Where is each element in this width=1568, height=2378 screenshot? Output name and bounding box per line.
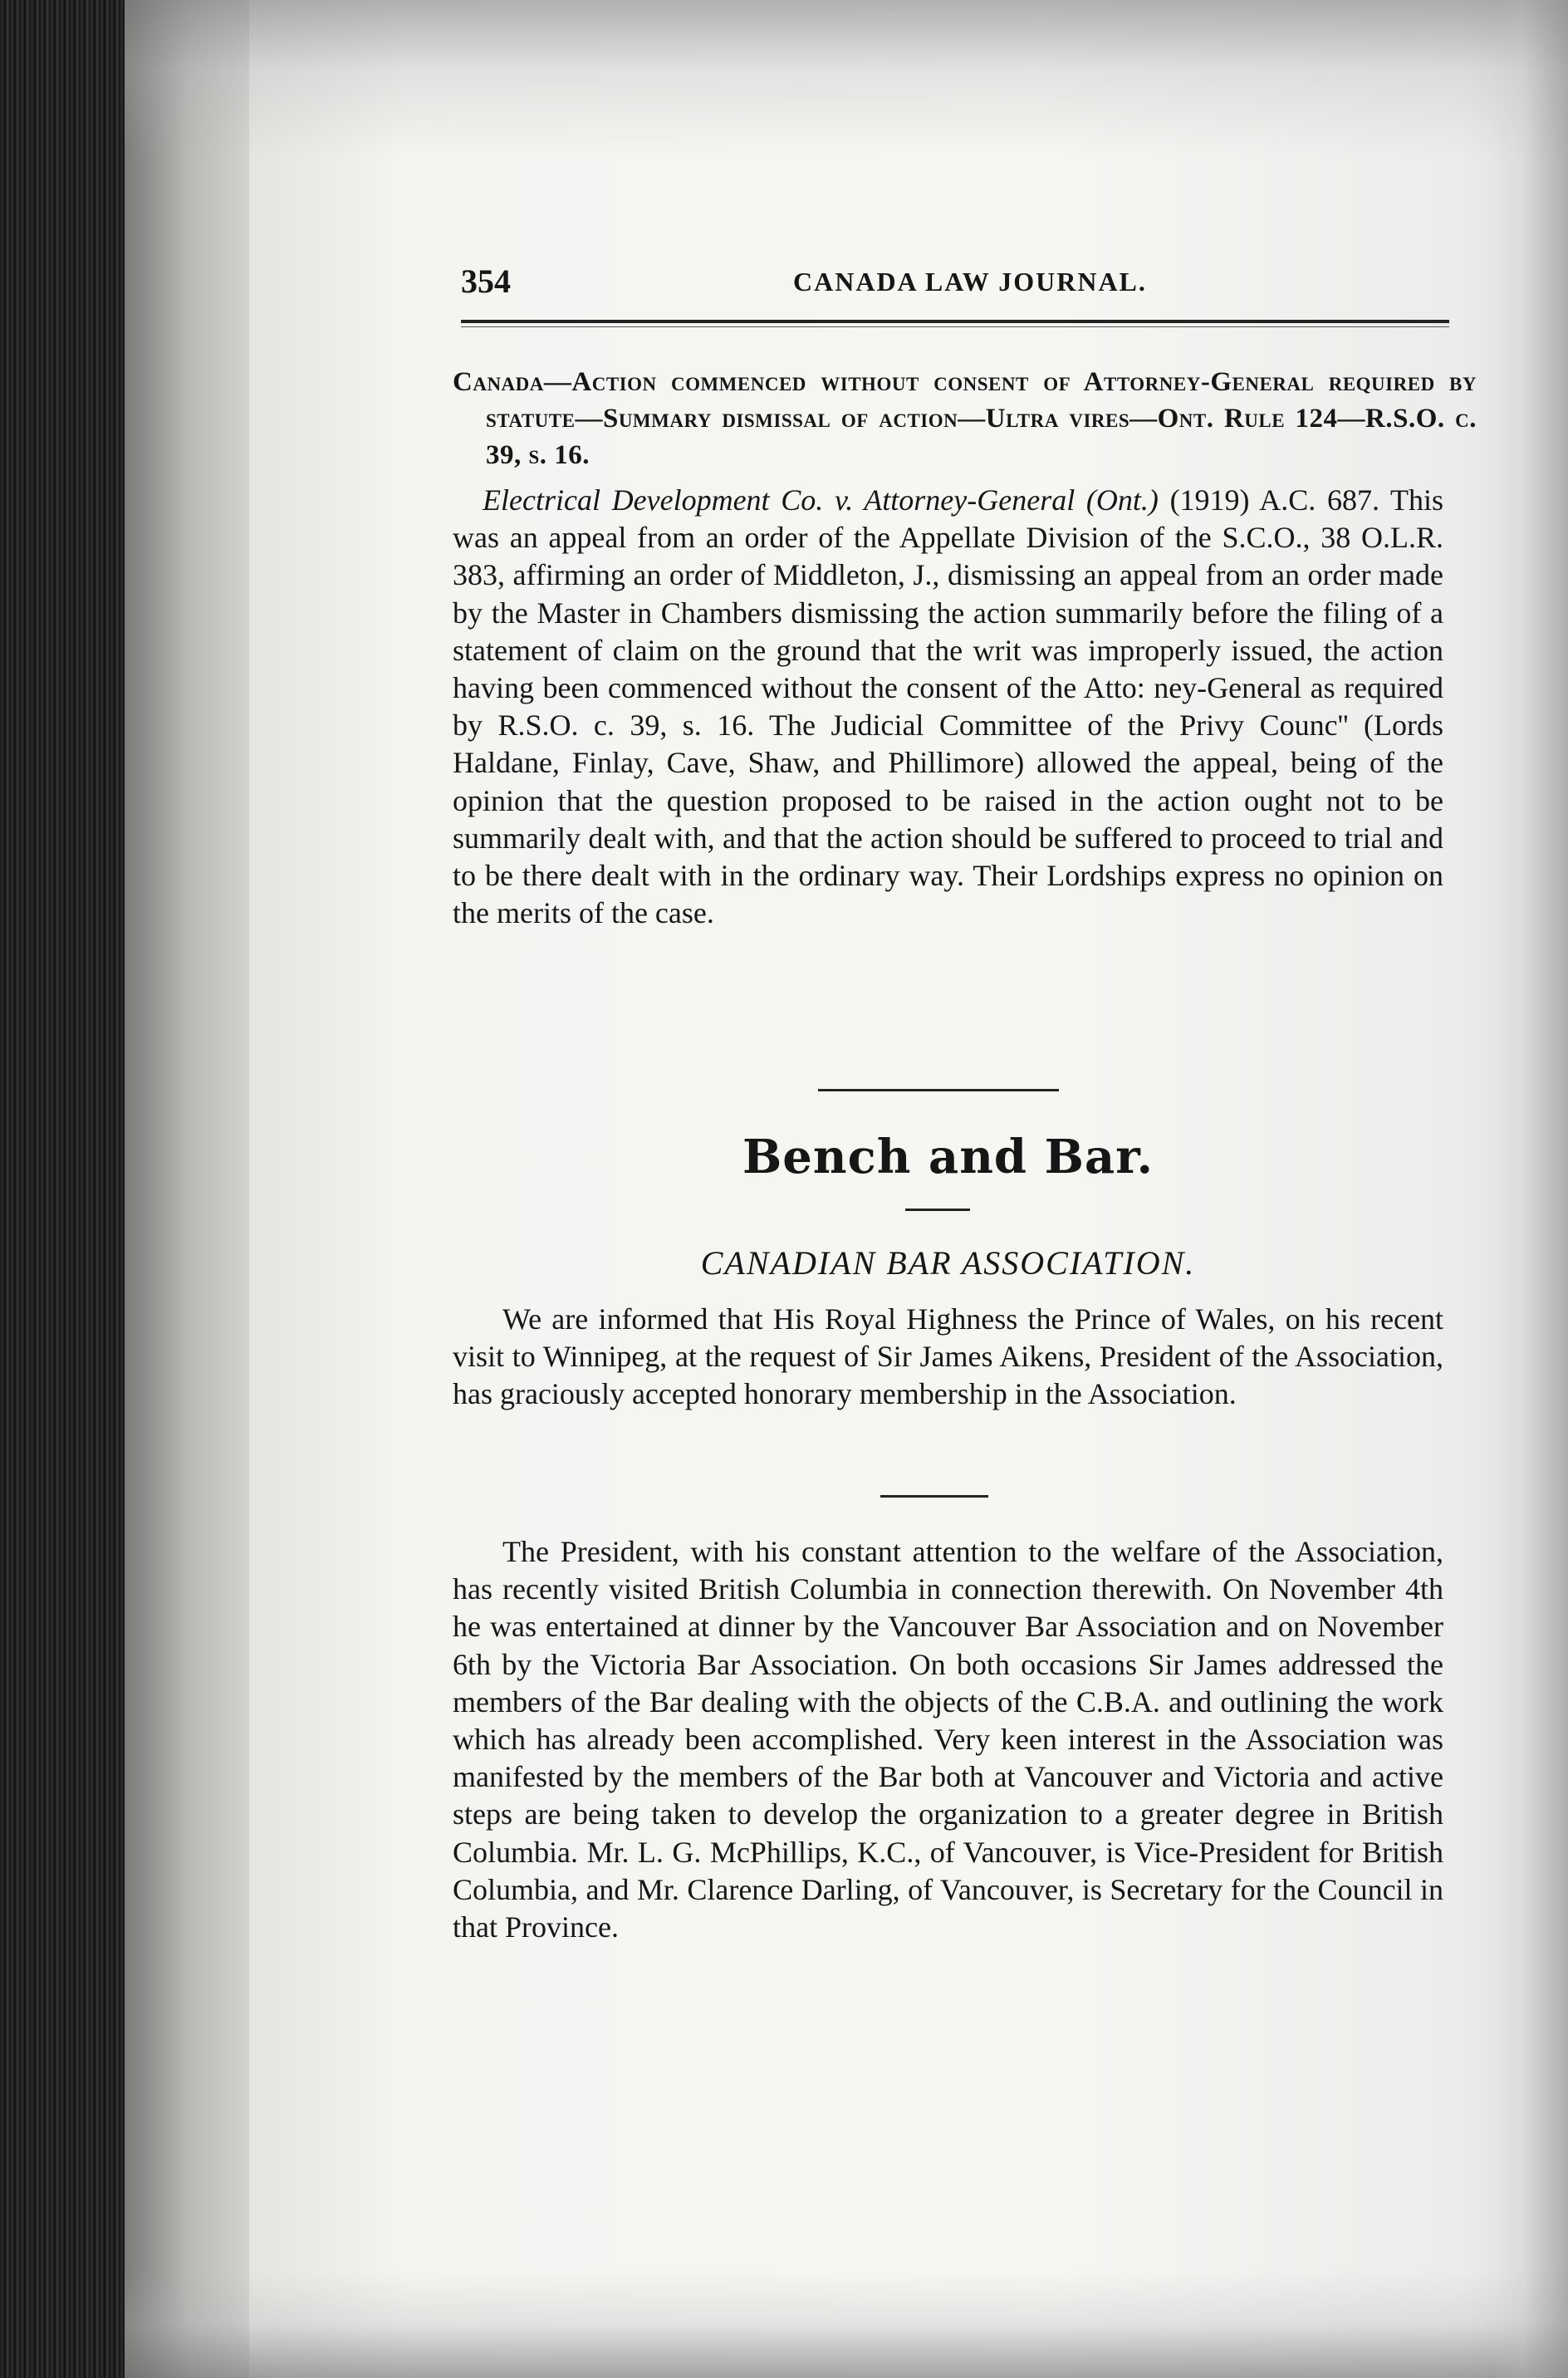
paragraph-divider bbox=[880, 1495, 988, 1498]
book-binding-edge bbox=[0, 0, 125, 2378]
scan-noise-bottom bbox=[125, 2270, 1568, 2378]
section-title: Bench and Bar. bbox=[742, 1130, 1154, 1184]
paragraph-prince-of-wales: We are informed that His Royal Highness the Prince of Wales, on his recent visit to Winnipeg, at the request of Sir James Aikens, President of the Association, has graciously accepted honorary membership in the Association. bbox=[453, 1302, 1443, 1411]
title-divider bbox=[905, 1209, 970, 1211]
running-head: CANADA LAW JOURNAL. bbox=[793, 267, 1147, 297]
subsection-title: CANADIAN BAR ASSOCIATION. bbox=[700, 1244, 1196, 1282]
scan-noise-top bbox=[125, 0, 1568, 158]
header-rule-thin bbox=[461, 326, 1449, 327]
case-name: Electrical Development Co. v. Attorney-General (Ont.) bbox=[483, 483, 1159, 517]
page-number: 354 bbox=[461, 262, 511, 300]
scan-noise-right bbox=[1493, 0, 1568, 2378]
section-divider bbox=[818, 1089, 1059, 1091]
page-header bbox=[461, 262, 1448, 311]
case-caption: Canada—Action commenced without consent of Attorney-General required by statute—Summary dismissal of action—Ultra vires—Ont. Rule 124—R.S.O. c. 39, s. 16. bbox=[453, 367, 1477, 470]
header-rule bbox=[461, 320, 1449, 323]
case-text: (1919) A.C. 687. This was an appeal from an order of the Appellate Division of the S.C.O., 38 O.L.R. 383, affirming an order of Middleton, J., dismissing an appeal from an order made by the Master in Chambers dismissing the action summarily before the filing of a statement of claim on the ground that the writ was improperly issued, the action having been commenced without the consent of the Atto: ney-General as required by R.S.O. c. 39, s. 16. The Judicial Committee of the Privy Counc'' (Lords Haldane, Finlay, Cave, Shaw, and Phillimore) allowed the appeal, being of the opinion that the question proposed to be raised in the action ought not to be summarily dealt with, and that the action should be suffered to proceed to trial and to be there dealt with in the ordinary way. Their Lordships express no opinion on the merits of the case. bbox=[453, 483, 1443, 930]
paragraph-president-visit: The President, with his constant attention to the welfare of the Association, has recently visited British Columbia in connection therewith. On November 4th he was entertained at dinner by the Vancouver Bar Association and on November 6th by the Victoria Bar Association. On both occasions Sir James addressed the members of the Bar dealing with the objects of the C.B.A. and outlining the work which has already been accomplished. Very keen interest in the Association was manifested by the members of the Bar both at Vancouver and Victoria and active steps are being taken to develop the organization to a greater degree in British Columbia. Mr. L. G. McPhillips, K.C., of Vancouver, is Vice-President for British Columbia, and Mr. Clarence Darling, of Vancouver, is Secretary for the Council in that Province. bbox=[453, 1535, 1443, 1944]
case-paragraph bbox=[453, 482, 1443, 932]
journal-page bbox=[249, 0, 1568, 2378]
